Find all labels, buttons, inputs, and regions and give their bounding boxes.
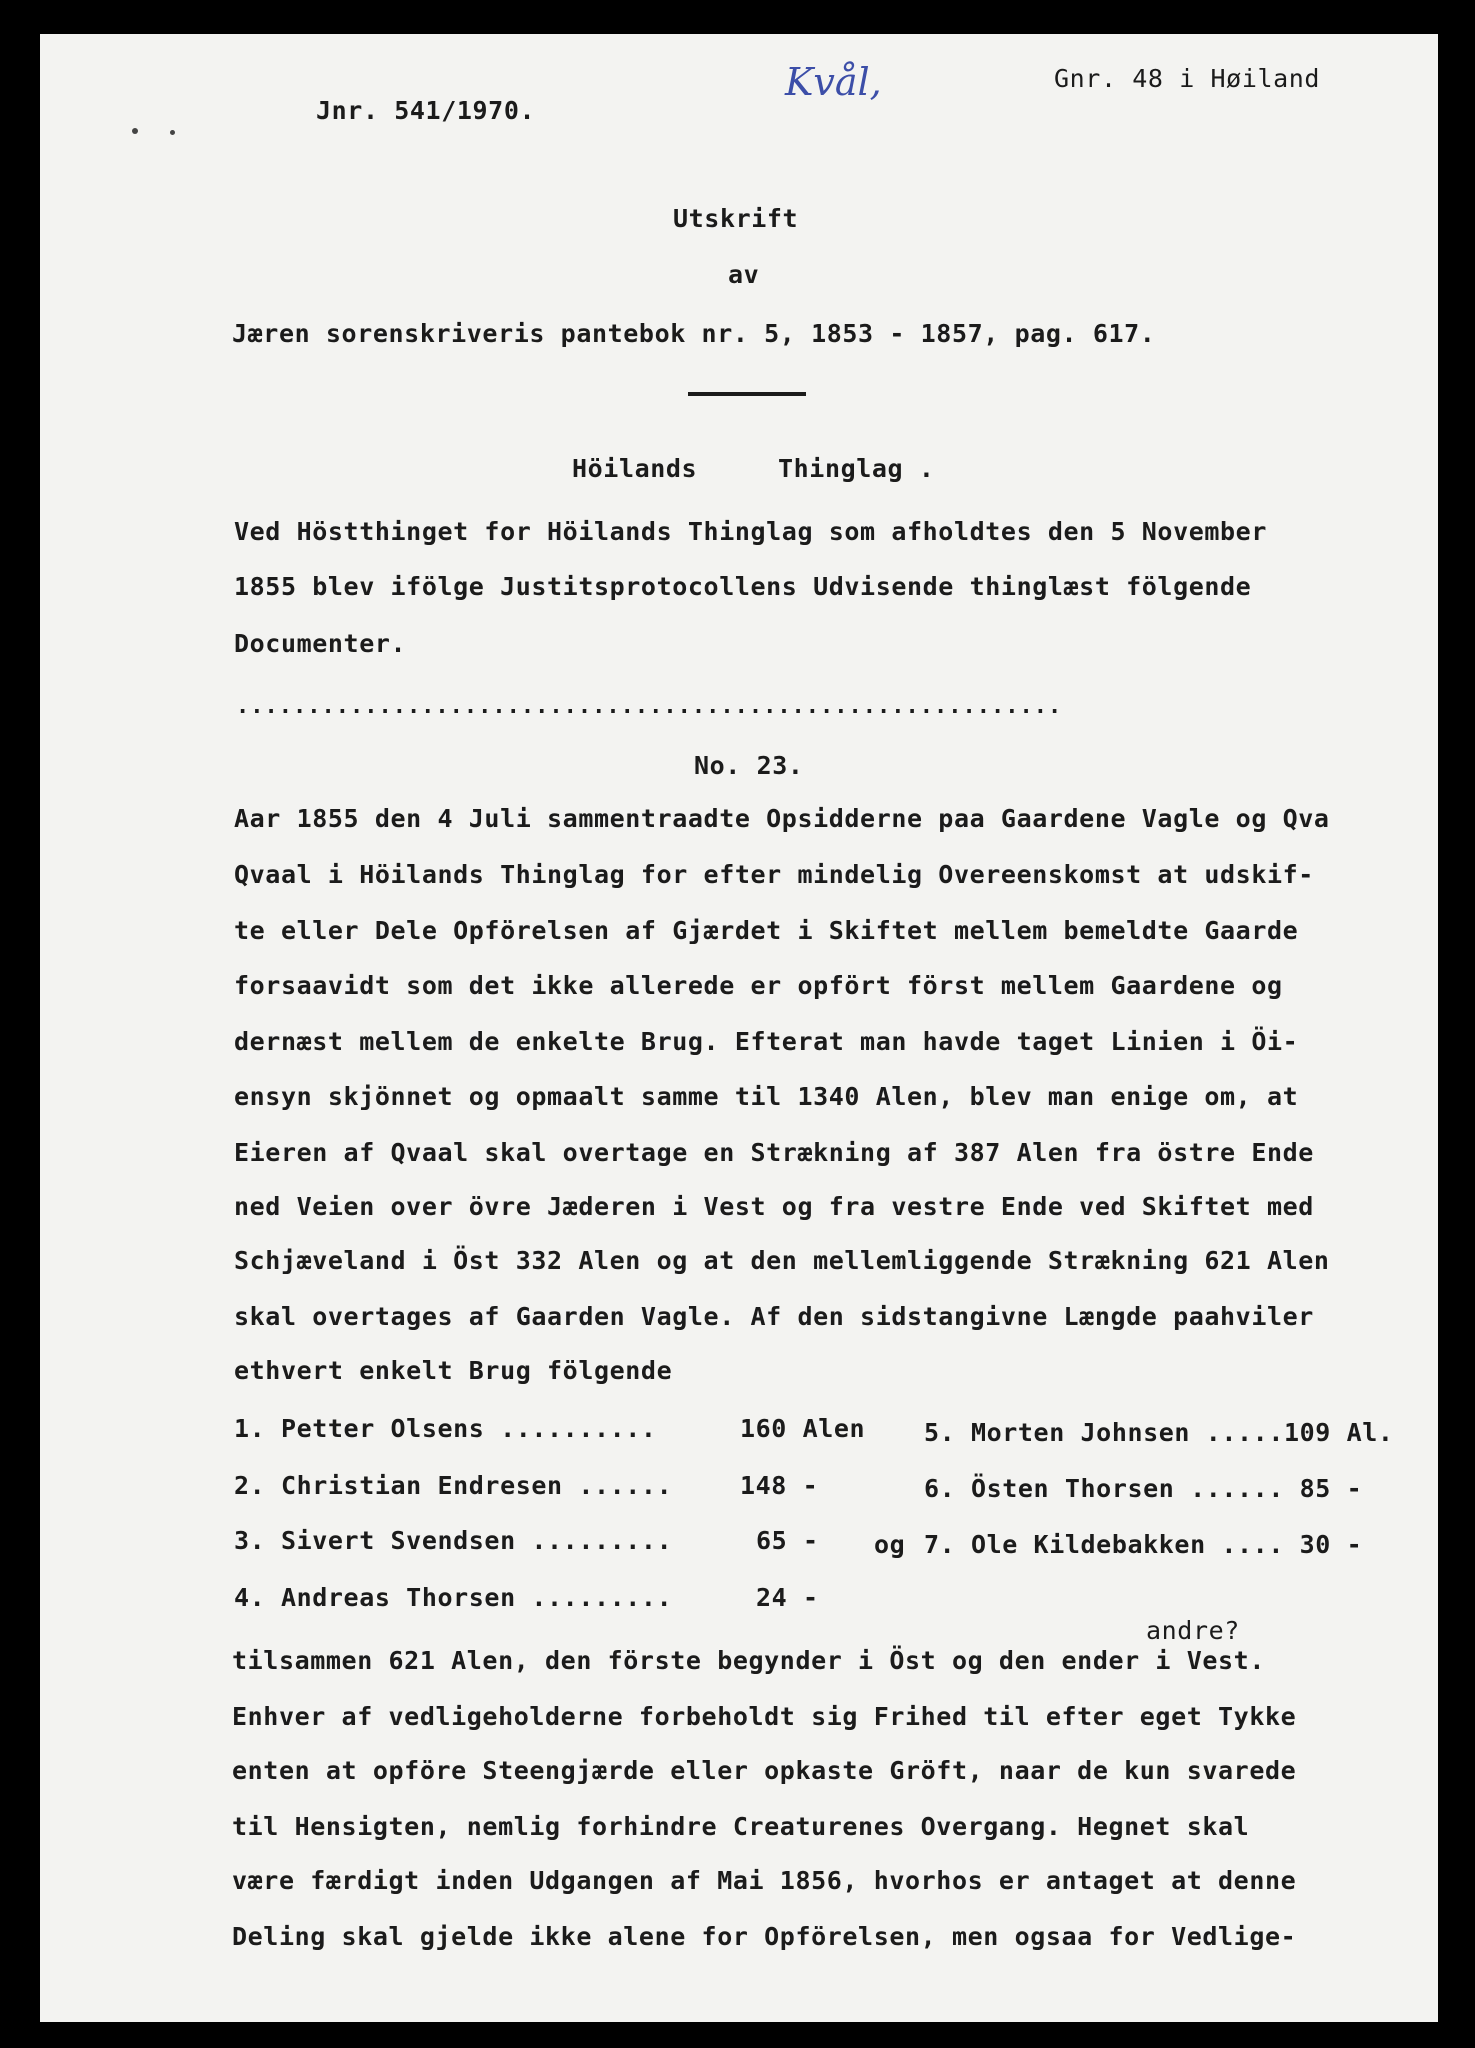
title-underline — [688, 392, 806, 396]
closing-line: Enhver af vedligeholderne forbeholdt sig Frihed til efter eget Tykke — [232, 1702, 1297, 1731]
closing-line: tilsammen 621 Alen, den förste begynder i Öst og den ender i Vest. — [232, 1646, 1265, 1675]
section-heading-place: Höilands — [572, 454, 698, 483]
intro-line: Ved Höstthinget for Höilands Thinglag som afholdtes den 5 November — [234, 517, 1267, 546]
body-line: Eieren af Qvaal skal overtage en Strækning af 387 Alen fra östre Ende — [234, 1138, 1314, 1167]
body-line: forsaavidt som det ikke allerede er opfört först mellem Gaardene og — [234, 971, 1283, 1000]
title-source: Jæren sorenskriveris pantebok nr. 5, 1853 - 1857, pag. 617. — [232, 319, 1156, 348]
punch-mark — [170, 130, 175, 135]
allocation-left: 2. Christian Endresen ...... — [234, 1471, 673, 1500]
document-page — [40, 34, 1438, 2022]
body-line: Aar 1855 den 4 Juli sammentraadte Opsidderne paa Gaardene Vagle og Qva — [234, 804, 1330, 833]
allocation-left: 4. Andreas Thorsen ......... — [234, 1583, 673, 1612]
journal-number: Jnr. 541/1970. — [316, 96, 536, 125]
allocation-left-value: 24 - — [756, 1583, 819, 1612]
handwritten-name: Kvål, — [785, 60, 882, 104]
body-line: Schjæveland i Öst 332 Alen og at den mellemliggende Strækning 621 Alen — [234, 1246, 1330, 1275]
title-utskrift: Utskrift — [673, 204, 799, 233]
body-line: te eller Dele Opförelsen af Gjærdet i Skiftet mellem bemeldte Gaarde — [234, 916, 1299, 945]
body-line: ethvert enkelt Brug fölgende — [234, 1356, 673, 1385]
farm-reference: Gnr. 48 i Høiland — [1054, 64, 1321, 93]
allocation-left: 1. Petter Olsens .......... — [234, 1414, 657, 1443]
document-number: No. 23. — [694, 751, 804, 780]
allocation-right: 7. Ole Kildebakken .... 30 - — [924, 1530, 1363, 1559]
allocation-left-value: 160 Alen — [740, 1414, 866, 1443]
allocation-conjunction: og — [874, 1530, 906, 1559]
intro-line: 1855 blev ifölge Justitsprotocollens Udvisende thinglæst fölgende — [234, 572, 1252, 601]
body-line: ensyn skjönnet og opmaalt samme til 1340 Alen, blev man enige om, at — [234, 1082, 1299, 1111]
section-heading-thinglag: Thinglag . — [778, 454, 935, 483]
allocation-left: 3. Sivert Svendsen ......... — [234, 1526, 673, 1555]
allocation-right: 6. Östen Thorsen ...... 85 - — [924, 1474, 1363, 1503]
punch-mark — [132, 128, 138, 134]
intro-line: Documenter. — [234, 629, 407, 658]
allocation-left-value: 65 - — [756, 1526, 819, 1555]
body-line: ned Veien over övre Jæderen i Vest og fra vestre Ende ved Skiftet med — [234, 1192, 1314, 1221]
closing-line: Deling skal gjelde ikke alene for Opförelsen, men ogsaa for Vedlige- — [232, 1922, 1297, 1951]
closing-line: være færdigt inden Udgangen af Mai 1856, hvorhos er antaget at denne — [232, 1866, 1297, 1895]
closing-line: til Hensigten, nemlig forhindre Creaturenes Overgang. Hegnet skal — [232, 1812, 1250, 1841]
body-line: skal overtages af Gaarden Vagle. Af den sidstangivne Længde paahviler — [234, 1302, 1314, 1331]
dotted-separator: .......................................................... — [236, 694, 1063, 719]
allocation-left-value: 148 - — [740, 1471, 819, 1500]
closing-line: enten at opföre Steengjærde eller opkaste Gröft, naar de kun svarede — [232, 1756, 1297, 1785]
title-av: av — [728, 260, 760, 289]
insertion-note: andre? — [1146, 1616, 1240, 1645]
allocation-right: 5. Morten Johnsen .....109 Al. — [924, 1418, 1394, 1447]
body-line: Qvaal i Höilands Thinglag for efter mindelig Overeenskomst at udskif- — [234, 860, 1314, 889]
body-line: dernæst mellem de enkelte Brug. Efterat man havde taget Linien i Öi- — [234, 1027, 1299, 1056]
